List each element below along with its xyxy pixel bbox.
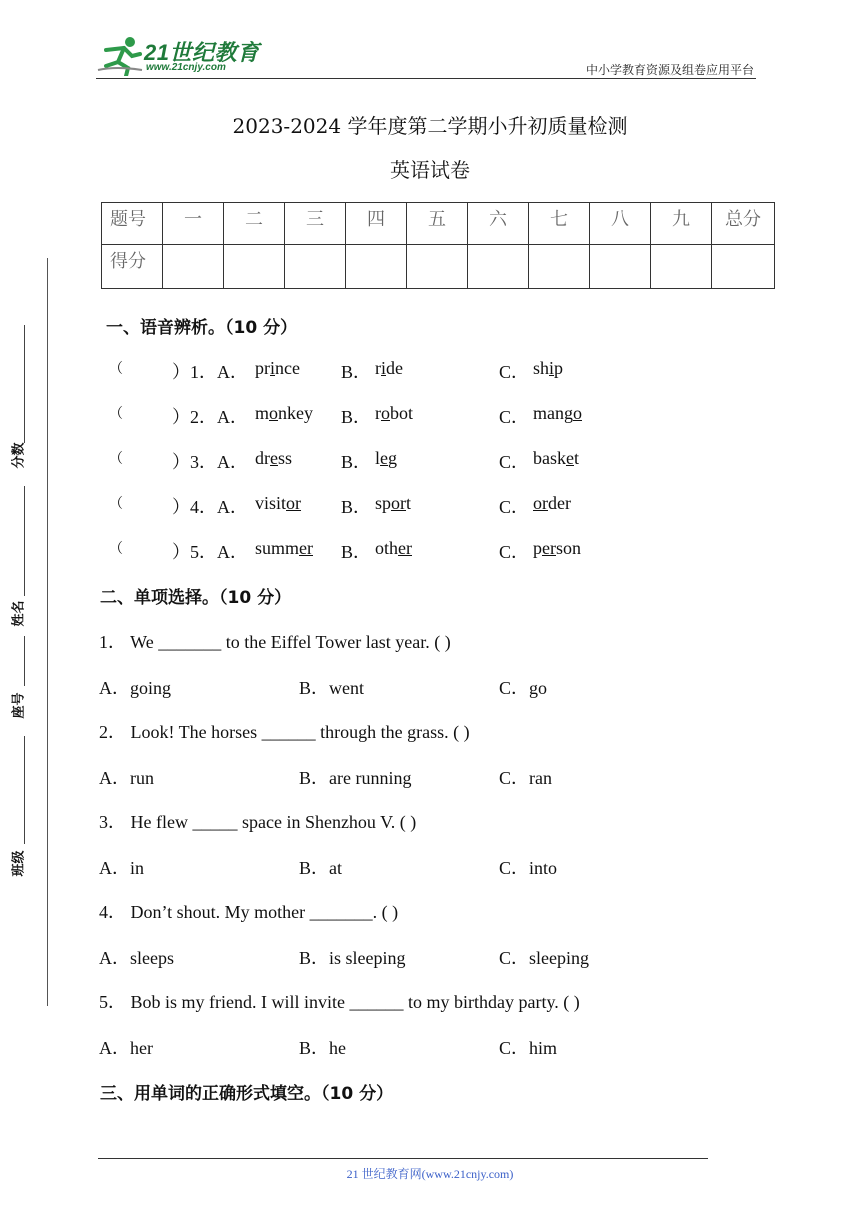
brand-url: www.21cnjy.com bbox=[146, 62, 226, 73]
answer-paren[interactable]: （ bbox=[109, 541, 123, 557]
word-part: mang bbox=[533, 403, 573, 423]
underlined-letters: i bbox=[549, 358, 555, 378]
option-a[interactable]: A．in bbox=[99, 858, 144, 878]
runner-icon bbox=[96, 36, 144, 76]
name-blank-line[interactable] bbox=[24, 486, 25, 596]
question-stem: 4． Don’t shout. My mother _______. ( ) bbox=[99, 902, 399, 922]
option-label-c: C． bbox=[499, 362, 530, 382]
score-cell[interactable] bbox=[163, 245, 224, 289]
word-part: l bbox=[375, 448, 381, 468]
header-divider bbox=[96, 78, 756, 79]
option-word bbox=[375, 538, 412, 559]
option-label-c: C． bbox=[499, 407, 530, 427]
footer-text: 21 世纪教育网(www.21cnjy.com) bbox=[346, 1167, 514, 1181]
score-header-cell: 九 bbox=[651, 203, 712, 245]
option-c[interactable]: C．sleeping bbox=[499, 948, 589, 968]
question-stem: 3． He flew _____ space in Shenzhou V. ( ) bbox=[99, 812, 417, 832]
word-part: de bbox=[386, 358, 404, 378]
underlined-letters: or bbox=[286, 493, 302, 513]
underlined-letters: o bbox=[573, 403, 582, 423]
score-header-cell: 二 bbox=[224, 203, 285, 245]
question-number: ）1．A． bbox=[172, 362, 248, 382]
side-label-score: 分数 bbox=[11, 442, 27, 469]
underlined-letters: or bbox=[533, 493, 548, 513]
word-part: visit bbox=[255, 493, 287, 513]
score-header-cell: 一 bbox=[163, 203, 224, 245]
option-word bbox=[255, 493, 301, 514]
underlined-letters: e bbox=[380, 448, 389, 468]
option-label-c: C． bbox=[499, 542, 530, 562]
word-part: nce bbox=[275, 358, 300, 378]
score-cell[interactable] bbox=[651, 245, 712, 289]
underlined-letters: er bbox=[398, 538, 412, 558]
question-stem: 5． Bob is my friend. I will invite ______ to my birthday party. ( ) bbox=[99, 992, 580, 1012]
word-part: son bbox=[555, 538, 581, 558]
score-header-cell: 三 bbox=[285, 203, 346, 245]
option-label-b: B． bbox=[341, 542, 372, 562]
option-word bbox=[533, 403, 582, 424]
score-header-cell: 八 bbox=[590, 203, 651, 245]
exam-subtitle: 英语试卷 bbox=[390, 158, 470, 182]
question-number: ）5．A． bbox=[172, 542, 248, 562]
score-table bbox=[101, 202, 775, 289]
score-entry-row bbox=[102, 245, 775, 289]
option-c[interactable]: C．him bbox=[499, 1038, 558, 1058]
answer-paren[interactable]: （ bbox=[109, 361, 123, 377]
option-word bbox=[255, 358, 300, 379]
option-b[interactable]: B．is sleeping bbox=[299, 948, 406, 968]
side-label-seat: 座号 bbox=[11, 692, 27, 719]
score-header-cell: 总分 bbox=[712, 203, 775, 245]
binding-line bbox=[47, 258, 48, 1006]
option-label-c: C． bbox=[499, 452, 530, 472]
underlined-letters: i bbox=[381, 358, 387, 378]
option-b[interactable]: B．at bbox=[299, 858, 342, 878]
answer-paren[interactable]: （ bbox=[109, 451, 123, 467]
option-a[interactable]: A．sleeps bbox=[99, 948, 174, 968]
question-stem: 2． Look! The horses ______ through the grass. ( ) bbox=[99, 722, 470, 742]
question-number: ）4．A． bbox=[172, 497, 248, 517]
option-word bbox=[533, 493, 571, 514]
option-c[interactable]: C．go bbox=[499, 678, 548, 698]
option-b[interactable]: B．he bbox=[299, 1038, 346, 1058]
option-label-b: B． bbox=[341, 407, 372, 427]
platform-tagline: 中小学教育资源及组卷应用平台 bbox=[585, 63, 754, 77]
question-stem: 1． We _______ to the Eiffel Tower last year. ( ) bbox=[99, 632, 451, 652]
option-word bbox=[375, 358, 403, 379]
brand-name: 21世纪教育 bbox=[144, 40, 260, 65]
underlined-letters: er bbox=[542, 538, 556, 558]
score-header-cell: 七 bbox=[529, 203, 590, 245]
score-header-cell: 四 bbox=[346, 203, 407, 245]
seat-blank-line[interactable] bbox=[24, 636, 25, 686]
word-part: bask bbox=[533, 448, 566, 468]
option-word bbox=[533, 358, 563, 379]
underlined-letters: e bbox=[566, 448, 574, 468]
answer-paren[interactable]: （ bbox=[109, 406, 123, 422]
option-word bbox=[375, 403, 413, 424]
score-header-row bbox=[102, 203, 775, 245]
underlined-letters: o bbox=[269, 403, 279, 423]
score-header-cell: 题号 bbox=[102, 203, 163, 245]
option-b[interactable]: B．went bbox=[299, 678, 364, 698]
word-part: r bbox=[375, 358, 381, 378]
option-word bbox=[255, 448, 292, 469]
class-blank-line[interactable] bbox=[24, 736, 25, 844]
word-part: nkey bbox=[278, 403, 314, 423]
section1-heading: 一、语音辨析。（10 分） bbox=[106, 318, 298, 338]
word-part: summ bbox=[255, 538, 300, 558]
word-part: m bbox=[255, 403, 270, 423]
exam-title: 2023-2024 学年度第二学期小升初质量检测 bbox=[232, 114, 628, 138]
score-header-cell: 六 bbox=[468, 203, 529, 245]
option-c[interactable]: C．into bbox=[499, 858, 558, 878]
option-word bbox=[255, 403, 313, 424]
word-part: p bbox=[533, 538, 542, 558]
footer-divider bbox=[98, 1158, 708, 1159]
underlined-letters: o bbox=[381, 403, 390, 423]
word-part: pr bbox=[255, 358, 270, 378]
word-part: sp bbox=[375, 493, 392, 513]
underlined-letters: i bbox=[270, 358, 276, 378]
score-cell[interactable] bbox=[712, 245, 775, 289]
option-label-b: B． bbox=[341, 497, 372, 517]
option-word bbox=[255, 538, 313, 559]
underlined-letters: e bbox=[270, 448, 278, 468]
word-part: g bbox=[388, 448, 398, 468]
score-header-cell: 五 bbox=[407, 203, 468, 245]
option-label-b: B． bbox=[341, 362, 372, 382]
question-number: ）2．A． bbox=[172, 407, 248, 427]
underlined-letters: or bbox=[391, 493, 407, 513]
option-b[interactable]: B．are running bbox=[299, 768, 412, 788]
score-cell[interactable] bbox=[224, 245, 285, 289]
score-cell[interactable] bbox=[346, 245, 407, 289]
word-part: t bbox=[406, 493, 412, 513]
section3-heading: 三、用单词的正确形式填空。（10 分） bbox=[100, 1084, 394, 1104]
section2-heading: 二、单项选择。（10 分） bbox=[100, 588, 292, 608]
side-label-class: 班级 bbox=[11, 850, 27, 877]
score-cell[interactable] bbox=[468, 245, 529, 289]
word-part: oth bbox=[375, 538, 399, 558]
option-word bbox=[375, 493, 411, 514]
option-word bbox=[375, 448, 397, 469]
score-row-label: 得分 bbox=[102, 245, 163, 289]
answer-paren[interactable]: （ bbox=[109, 496, 123, 512]
word-part: t bbox=[574, 448, 580, 468]
option-a[interactable]: A．run bbox=[99, 768, 154, 788]
word-part: der bbox=[548, 493, 571, 513]
option-label-c: C． bbox=[499, 497, 530, 517]
option-a[interactable]: A．her bbox=[99, 1038, 153, 1058]
option-word bbox=[533, 448, 579, 469]
score-blank-line[interactable] bbox=[24, 325, 25, 443]
score-cell[interactable] bbox=[590, 245, 651, 289]
side-label-name: 姓名 bbox=[11, 600, 27, 627]
word-part: p bbox=[554, 358, 564, 378]
word-part: ss bbox=[278, 448, 293, 468]
score-cell[interactable] bbox=[407, 245, 468, 289]
brand-logo bbox=[96, 36, 266, 78]
word-part: sh bbox=[533, 358, 550, 378]
score-cell[interactable] bbox=[285, 245, 346, 289]
score-cell[interactable] bbox=[529, 245, 590, 289]
option-a[interactable]: A．going bbox=[99, 678, 171, 698]
option-c[interactable]: C．ran bbox=[499, 768, 552, 788]
question-number: ）3．A． bbox=[172, 452, 248, 472]
word-part: bot bbox=[390, 403, 414, 423]
underlined-letters: er bbox=[299, 538, 313, 558]
option-word bbox=[533, 538, 581, 559]
word-part: dr bbox=[255, 448, 270, 468]
option-label-b: B． bbox=[341, 452, 372, 472]
word-part: r bbox=[375, 403, 381, 423]
